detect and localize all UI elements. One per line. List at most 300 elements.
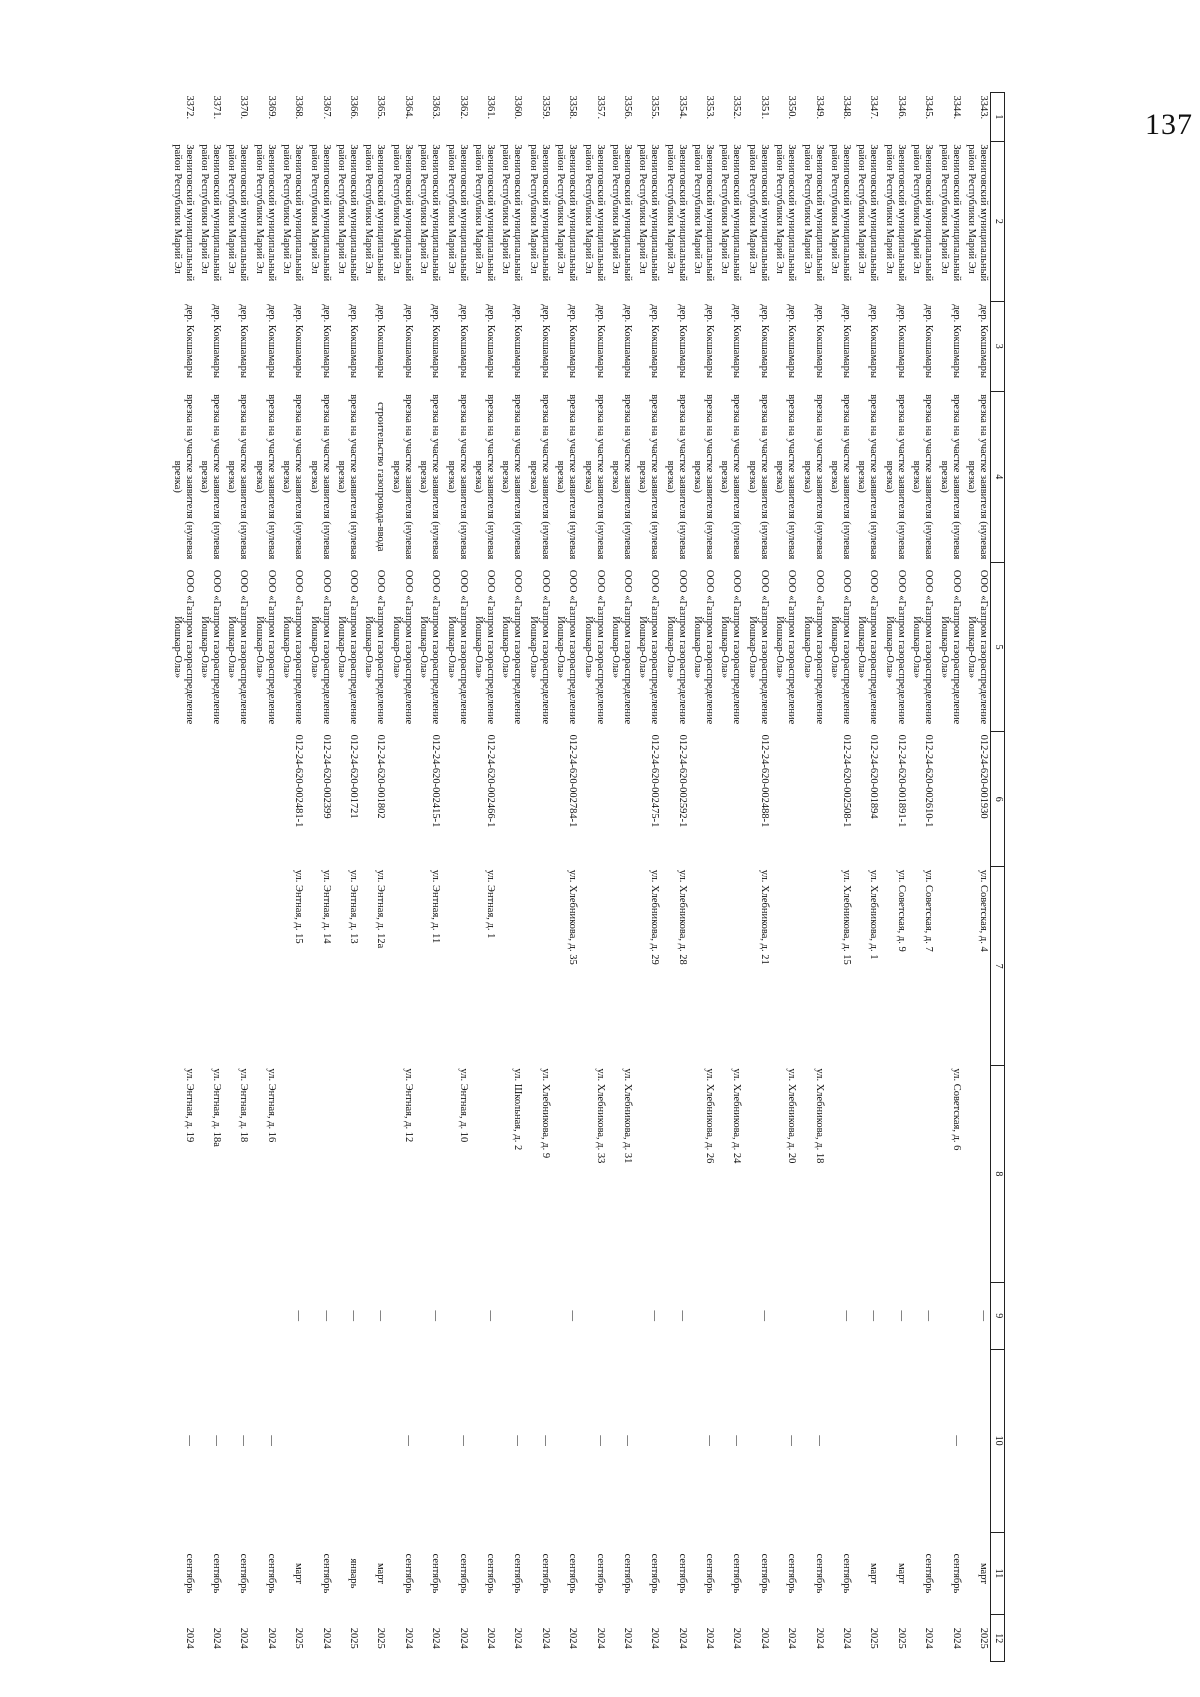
month: январь	[348, 1558, 360, 1589]
district: Звениговский муниципальный район Республики Марий Эл	[500, 144, 524, 282]
mark-col-9	[607, 1282, 634, 1349]
work-type: врезка на участке заявителя (нулевая врезка)	[308, 394, 332, 560]
row-number: 3356.	[621, 95, 633, 120]
month: сентябрь	[704, 1553, 716, 1594]
table-row	[771, 93, 798, 1662]
address-secondary: ул. Энтная, д. 18а	[211, 1068, 223, 1147]
application-code: 012-24-620-002399	[320, 734, 332, 819]
settlement: дер. Кокшамары	[457, 304, 469, 379]
address-primary	[168, 867, 195, 1066]
address-secondary	[743, 1065, 770, 1282]
table-row	[661, 93, 688, 1662]
header-col-11: 11	[991, 1532, 1005, 1615]
address-secondary: ул. Энтная, д. 16	[265, 1068, 277, 1143]
mark-col-9: —	[978, 1310, 989, 1321]
year: 2024	[402, 1627, 414, 1649]
table-row	[168, 93, 195, 1662]
row-number: 3364.	[402, 95, 414, 120]
month: сентябрь	[320, 1553, 332, 1594]
year: 2024	[567, 1627, 579, 1649]
address-primary: ул. Хлебникова, д. 28	[676, 869, 688, 965]
row-number: 3350.	[786, 95, 798, 120]
organization: ООО «Газпром газораспределение Йошкар-Ола»	[883, 569, 907, 725]
address-secondary	[278, 1065, 305, 1282]
work-type: врезка на участке заявителя (нулевая врезка)	[555, 394, 579, 560]
mark-col-10: —	[621, 1435, 633, 1446]
organization: ООО «Газпром газораспределение Йошкар-Ола»	[500, 569, 524, 725]
address-secondary	[826, 1065, 853, 1282]
table-row	[196, 93, 223, 1662]
row-number: 3354.	[676, 95, 688, 120]
month: сентябрь	[649, 1553, 661, 1594]
organization: ООО «Газпром газораспределение Йошкар-Ола»	[555, 569, 579, 725]
address-secondary: ул. Хлебникова, д. 31	[621, 1068, 633, 1164]
address-secondary: ул. Энтная, д. 10	[457, 1068, 469, 1143]
year: 2025	[978, 1627, 989, 1649]
year: 2024	[539, 1627, 551, 1649]
address-primary	[223, 867, 250, 1066]
year: 2024	[238, 1627, 250, 1649]
organization: ООО «Газпром газораспределение Йошкар-Ола»	[966, 569, 989, 725]
address-primary	[497, 867, 524, 1066]
mark-col-9	[798, 1282, 825, 1349]
organization: ООО «Газпром газораспределение Йошкар-Ола»	[774, 569, 798, 725]
table-row	[689, 93, 716, 1662]
work-type: врезка на участке заявителя (нулевая врезка)	[527, 394, 551, 560]
month: сентябрь	[484, 1553, 496, 1594]
organization: ООО «Газпром газораспределение Йошкар-Ола»	[199, 569, 223, 725]
application-code	[716, 732, 743, 867]
year: 2025	[895, 1627, 907, 1649]
mark-col-9	[771, 1282, 798, 1349]
header-col-12: 12	[991, 1615, 1005, 1662]
mark-col-9	[223, 1282, 250, 1349]
month: март	[978, 1562, 989, 1584]
year: 2024	[183, 1627, 195, 1649]
mark-col-9	[935, 1282, 962, 1349]
district: Звениговский муниципальный район Республики Марий Эл	[445, 144, 469, 282]
address-primary	[579, 867, 606, 1066]
district: Звениговский муниципальный район Республики Марий Эл	[555, 144, 579, 282]
month: сентябрь	[539, 1553, 551, 1594]
year: 2024	[430, 1627, 442, 1649]
header-col-8: 8	[991, 1065, 1005, 1282]
address-primary: ул. Советская, д. 4	[978, 869, 989, 952]
year: 2024	[950, 1627, 962, 1649]
settlement: дер. Кокшамары	[731, 304, 743, 379]
row-number: 3348.	[841, 95, 853, 120]
settlement: дер. Кокшамары	[594, 304, 606, 379]
mark-col-9: —	[758, 1310, 770, 1321]
mark-col-10	[305, 1349, 332, 1532]
year: 2024	[265, 1627, 277, 1649]
year: 2024	[594, 1627, 606, 1649]
mark-col-10	[415, 1349, 442, 1532]
work-type: врезка на участке заявителя (нулевая врезка)	[418, 394, 442, 560]
mark-col-10	[826, 1349, 853, 1532]
application-code	[689, 732, 716, 867]
work-type: врезка на участке заявителя (нулевая врезка)	[801, 394, 825, 560]
district: Звениговский муниципальный район Республики Марий Эл	[582, 144, 606, 282]
address-secondary	[963, 1065, 991, 1282]
address-primary: ул. Энтная, д. 13	[348, 869, 360, 944]
organization: ООО «Газпром газораспределение Йошкар-Ола»	[281, 569, 305, 725]
application-code: 012-24-620-002466-1	[484, 734, 496, 828]
mark-col-10: —	[786, 1435, 798, 1446]
district: Звениговский муниципальный район Республики Марий Эл	[637, 144, 661, 282]
mark-col-10	[278, 1349, 305, 1532]
month: март	[895, 1562, 907, 1584]
application-code	[798, 732, 825, 867]
address-primary: ул. Энтная, д. 1	[484, 869, 496, 939]
address-secondary	[908, 1065, 935, 1282]
application-code: 012-24-620-002488-1	[758, 734, 770, 828]
mark-col-9: —	[320, 1310, 332, 1321]
settlement: дер. Кокшамары	[348, 304, 360, 379]
mark-col-9	[168, 1282, 195, 1349]
table-row	[743, 93, 770, 1662]
year: 2025	[375, 1627, 387, 1649]
row-number: 3370.	[238, 95, 250, 120]
settlement: дер. Кокшамары	[512, 304, 524, 379]
settlement: дер. Кокшамары	[484, 304, 496, 379]
settlement: дер. Кокшамары	[758, 304, 770, 379]
address-primary: ул. Советская, д. 7	[923, 869, 935, 952]
settlement: дер. Кокшамары	[813, 304, 825, 379]
header-col-9: 9	[991, 1282, 1005, 1349]
mark-col-10	[333, 1349, 360, 1532]
address-primary: ул. Советская, д. 9	[895, 869, 907, 952]
settlement: дер. Кокшамары	[183, 304, 195, 379]
page-number: 137	[1145, 108, 1193, 141]
table-row	[415, 93, 442, 1662]
month: сентябрь	[183, 1553, 195, 1594]
organization: ООО «Газпром газораспределение Йошкар-Ола»	[253, 569, 277, 725]
work-type: врезка на участке заявителя (нулевая врезка)	[171, 394, 195, 560]
district: Звениговский муниципальный район Республики Марий Эл	[938, 144, 962, 282]
organization: ООО «Газпром газораспределение Йошкар-Ола»	[363, 569, 387, 725]
mark-col-10	[743, 1349, 770, 1532]
application-code	[250, 732, 277, 867]
table-row	[360, 93, 387, 1662]
row-number: 3368.	[293, 95, 305, 120]
work-type: врезка на участке заявителя (нулевая врезка)	[390, 394, 414, 560]
district: Звениговский муниципальный район Республики Марий Эл	[418, 144, 442, 282]
year: 2024	[704, 1627, 716, 1649]
district: Звениговский муниципальный район Республики Марий Эл	[746, 144, 770, 282]
application-code: 012-24-620-002481-1	[293, 734, 305, 828]
organization: ООО «Газпром газораспределение Йошкар-Ола»	[829, 569, 853, 725]
table-row	[716, 93, 743, 1662]
settlement: дер. Кокшамары	[567, 304, 579, 379]
work-type: врезка на участке заявителя (нулевая врезка)	[746, 394, 770, 560]
district: Звениговский муниципальный район Республики Марий Эл	[472, 144, 496, 282]
table-row	[552, 93, 579, 1662]
row-number: 3371.	[211, 95, 223, 120]
mark-col-10	[908, 1349, 935, 1532]
address-primary: ул. Хлебникова, д. 21	[758, 869, 770, 965]
row-number: 3347.	[868, 95, 880, 120]
year: 2025	[293, 1627, 305, 1649]
year: 2024	[923, 1627, 935, 1649]
address-primary: ул. Энтная, д. 14	[320, 869, 332, 944]
month: сентябрь	[813, 1553, 825, 1594]
settlement: дер. Кокшамары	[978, 304, 989, 379]
address-secondary	[415, 1065, 442, 1282]
work-type: врезка на участке заявителя (нулевая врезка)	[253, 394, 277, 560]
row-number: 3362.	[457, 95, 469, 120]
mark-col-10: —	[539, 1435, 551, 1446]
organization: ООО «Газпром газораспределение Йошкар-Ола»	[226, 569, 250, 725]
work-type: врезка на участке заявителя (нулевая врезка)	[774, 394, 798, 560]
mark-col-9	[196, 1282, 223, 1349]
application-code	[935, 732, 962, 867]
district: Звениговский муниципальный район Республики Марий Эл	[171, 144, 195, 282]
mark-col-9	[250, 1282, 277, 1349]
year: 2024	[841, 1627, 853, 1649]
work-type: врезка на участке заявителя (нулевая врезка)	[911, 394, 935, 560]
address-primary: ул. Хлебникова, д. 29	[649, 869, 661, 965]
mark-col-10	[963, 1349, 991, 1532]
table-row	[497, 93, 524, 1662]
address-primary	[524, 867, 551, 1066]
table-row	[579, 93, 606, 1662]
work-type: врезка на участке заявителя (нулевая врезка)	[692, 394, 716, 560]
year: 2024	[813, 1627, 825, 1649]
application-code: 012-24-620-002508-1	[841, 734, 853, 828]
address-primary: ул. Хлебникова, д. 15	[841, 869, 853, 965]
column-number-header	[991, 93, 1005, 1662]
district: Звениговский муниципальный район Республики Марий Эл	[692, 144, 716, 282]
address-secondary	[552, 1065, 579, 1282]
mark-col-9	[716, 1282, 743, 1349]
mark-col-10: —	[211, 1435, 223, 1446]
settlement: дер. Кокшамары	[539, 304, 551, 379]
application-code: 012-24-620-001802	[375, 734, 387, 819]
header-col-1: 1	[991, 93, 1005, 142]
organization: ООО «Газпром газораспределение Йошкар-Ола»	[582, 569, 606, 725]
month: сентябрь	[211, 1553, 223, 1594]
mark-col-9	[524, 1282, 551, 1349]
district: Звениговский муниципальный район Республики Марий Эл	[363, 144, 387, 282]
address-primary: ул. Энтная, д. 11	[430, 869, 442, 944]
work-type: врезка на участке заявителя (нулевая врезка)	[582, 394, 606, 560]
rotated-table-frame	[171, 92, 1193, 1662]
address-primary: ул. Хлебникова, д. 1	[868, 869, 880, 960]
mark-col-10	[853, 1349, 880, 1532]
district: Звениговский муниципальный район Республики Марий Эл	[719, 144, 743, 282]
mark-col-9	[387, 1282, 414, 1349]
application-code: 012-24-620-002610-1	[923, 734, 935, 828]
application-code	[607, 732, 634, 867]
settlement: дер. Кокшамары	[621, 304, 633, 379]
mark-col-10: —	[731, 1435, 743, 1446]
row-number: 3360.	[512, 95, 524, 120]
row-number: 3363.	[430, 95, 442, 120]
table-row	[826, 93, 853, 1662]
month: сентябрь	[731, 1553, 743, 1594]
mark-col-10: —	[594, 1435, 606, 1446]
district: Звениговский муниципальный район Республики Марий Эл	[801, 144, 825, 282]
mark-col-9	[579, 1282, 606, 1349]
year: 2024	[457, 1627, 469, 1649]
table-row	[880, 93, 907, 1662]
address-secondary	[305, 1065, 332, 1282]
district: Звениговский муниципальный район Республики Марий Эл	[390, 144, 414, 282]
organization: ООО «Газпром газораспределение Йошкар-Ола»	[692, 569, 716, 725]
row-number: 3359.	[539, 95, 551, 120]
mark-col-10: —	[183, 1435, 195, 1446]
work-type: врезка на участке заявителя (нулевая врезка)	[336, 394, 360, 560]
application-code: 012-24-620-002415-1	[430, 734, 442, 828]
year: 2024	[649, 1627, 661, 1649]
address-secondary: ул. Хлебникова, д. 9	[539, 1068, 551, 1159]
table-row	[387, 93, 414, 1662]
application-code: 012-24-620-001930	[978, 734, 989, 819]
year: 2024	[676, 1627, 688, 1649]
row-number: 3344.	[950, 95, 962, 120]
work-type: строительство газопровода-ввода	[375, 402, 387, 552]
row-number: 3358.	[567, 95, 579, 120]
address-primary: ул. Энтная, д. 15	[293, 869, 305, 944]
mark-col-10: —	[238, 1435, 250, 1446]
address-primary	[771, 867, 798, 1066]
table-row	[223, 93, 250, 1662]
row-number: 3353.	[704, 95, 716, 120]
table-row	[442, 93, 469, 1662]
district: Звениговский муниципальный район Республики Марий Эл	[226, 144, 250, 282]
month: сентябрь	[758, 1553, 770, 1594]
address-secondary: ул. Хлебникова, д. 33	[594, 1068, 606, 1164]
address-secondary	[470, 1065, 497, 1282]
mark-col-9: —	[484, 1310, 496, 1321]
month: сентябрь	[594, 1553, 606, 1594]
mark-col-10	[360, 1349, 387, 1532]
district: Звениговский муниципальный район Республики Марий Эл	[664, 144, 688, 282]
organization: ООО «Газпром газораспределение Йошкар-Ола»	[911, 569, 935, 725]
month: март	[293, 1562, 305, 1584]
settlement: дер. Кокшамары	[238, 304, 250, 379]
address-secondary: ул. Энтная, д. 18	[238, 1068, 250, 1143]
district: Звениговский муниципальный район Республики Марий Эл	[609, 144, 633, 282]
mark-col-9	[442, 1282, 469, 1349]
application-code	[442, 732, 469, 867]
district: Звениговский муниципальный район Республики Марий Эл	[527, 144, 551, 282]
mark-col-10	[552, 1349, 579, 1532]
work-type: врезка на участке заявителя (нулевая врезка)	[472, 394, 496, 560]
table-row	[333, 93, 360, 1662]
table-row	[908, 93, 935, 1662]
table-row	[524, 93, 551, 1662]
row-number: 3365.	[375, 95, 387, 120]
table-row	[963, 93, 991, 1662]
application-code: 012-24-620-001894	[868, 734, 880, 819]
district: Звениговский муниципальный район Республики Марий Эл	[883, 144, 907, 282]
address-primary	[387, 867, 414, 1066]
header-col-2: 2	[991, 141, 1005, 301]
year: 2024	[758, 1627, 770, 1649]
work-type: врезка на участке заявителя (нулевая врезка)	[883, 394, 907, 560]
district: Звениговский муниципальный район Республики Марий Эл	[281, 144, 305, 282]
organization: ООО «Газпром газораспределение Йошкар-Ола»	[719, 569, 743, 725]
mark-col-10: —	[265, 1435, 277, 1446]
address-primary	[607, 867, 634, 1066]
district: Звениговский муниципальный район Республики Марий Эл	[199, 144, 223, 282]
organization: ООО «Газпром газораспределение Йошкар-Ола»	[418, 569, 442, 725]
row-number: 3372.	[183, 95, 195, 120]
table-row	[470, 93, 497, 1662]
work-type: врезка на участке заявителя (нулевая врезка)	[226, 394, 250, 560]
address-secondary	[880, 1065, 907, 1282]
row-number: 3357.	[594, 95, 606, 120]
application-code	[771, 732, 798, 867]
mark-col-9: —	[841, 1310, 853, 1321]
row-number: 3369.	[265, 95, 277, 120]
address-secondary: ул. Хлебникова, д. 20	[786, 1068, 798, 1164]
application-code	[168, 732, 195, 867]
month: сентябрь	[238, 1553, 250, 1594]
register-table	[168, 92, 1005, 1662]
mark-col-9: —	[868, 1310, 880, 1321]
district: Звениговский муниципальный район Республики Марий Эл	[336, 144, 360, 282]
mark-col-9: —	[895, 1310, 907, 1321]
table-row	[634, 93, 661, 1662]
row-number: 3343.	[978, 95, 989, 120]
mark-col-10	[661, 1349, 688, 1532]
mark-col-10: —	[813, 1435, 825, 1446]
application-code	[387, 732, 414, 867]
header-col-3: 3	[991, 301, 1005, 391]
address-primary	[798, 867, 825, 1066]
month: сентябрь	[430, 1553, 442, 1594]
table-row	[853, 93, 880, 1662]
mark-col-10	[880, 1349, 907, 1532]
work-type: врезка на участке заявителя (нулевая врезка)	[938, 394, 962, 560]
district: Звениговский муниципальный район Республики Марий Эл	[911, 144, 935, 282]
application-code: 012-24-620-002475-1	[649, 734, 661, 828]
mark-col-10: —	[457, 1435, 469, 1446]
table-row	[305, 93, 332, 1662]
settlement: дер. Кокшамары	[841, 304, 853, 379]
address-primary	[689, 867, 716, 1066]
address-secondary: ул. Энтная, д. 19	[183, 1068, 195, 1143]
organization: ООО «Газпром газораспределение Йошкар-Ола»	[445, 569, 469, 725]
application-code	[579, 732, 606, 867]
mark-col-10: —	[512, 1435, 524, 1446]
settlement: дер. Кокшамары	[430, 304, 442, 379]
month: сентябрь	[512, 1553, 524, 1594]
year: 2025	[348, 1627, 360, 1649]
month: март	[868, 1562, 880, 1584]
mark-col-10	[470, 1349, 497, 1532]
district: Звениговский муниципальный район Республики Марий Эл	[856, 144, 880, 282]
row-number: 3366.	[348, 95, 360, 120]
mark-col-9: —	[293, 1310, 305, 1321]
mark-col-10	[634, 1349, 661, 1532]
address-primary	[250, 867, 277, 1066]
month: сентябрь	[402, 1553, 414, 1594]
month: сентябрь	[265, 1553, 277, 1594]
organization: ООО «Газпром газораспределение Йошкар-Ола»	[938, 569, 962, 725]
address-secondary	[360, 1065, 387, 1282]
row-number: 3355.	[649, 95, 661, 120]
table-row	[798, 93, 825, 1662]
month: сентябрь	[923, 1553, 935, 1594]
organization: ООО «Газпром газораспределение Йошкар-Ола»	[336, 569, 360, 725]
settlement: дер. Кокшамары	[649, 304, 661, 379]
organization: ООО «Газпром газораспределение Йошкар-Ола»	[609, 569, 633, 725]
mark-col-9: —	[430, 1310, 442, 1321]
